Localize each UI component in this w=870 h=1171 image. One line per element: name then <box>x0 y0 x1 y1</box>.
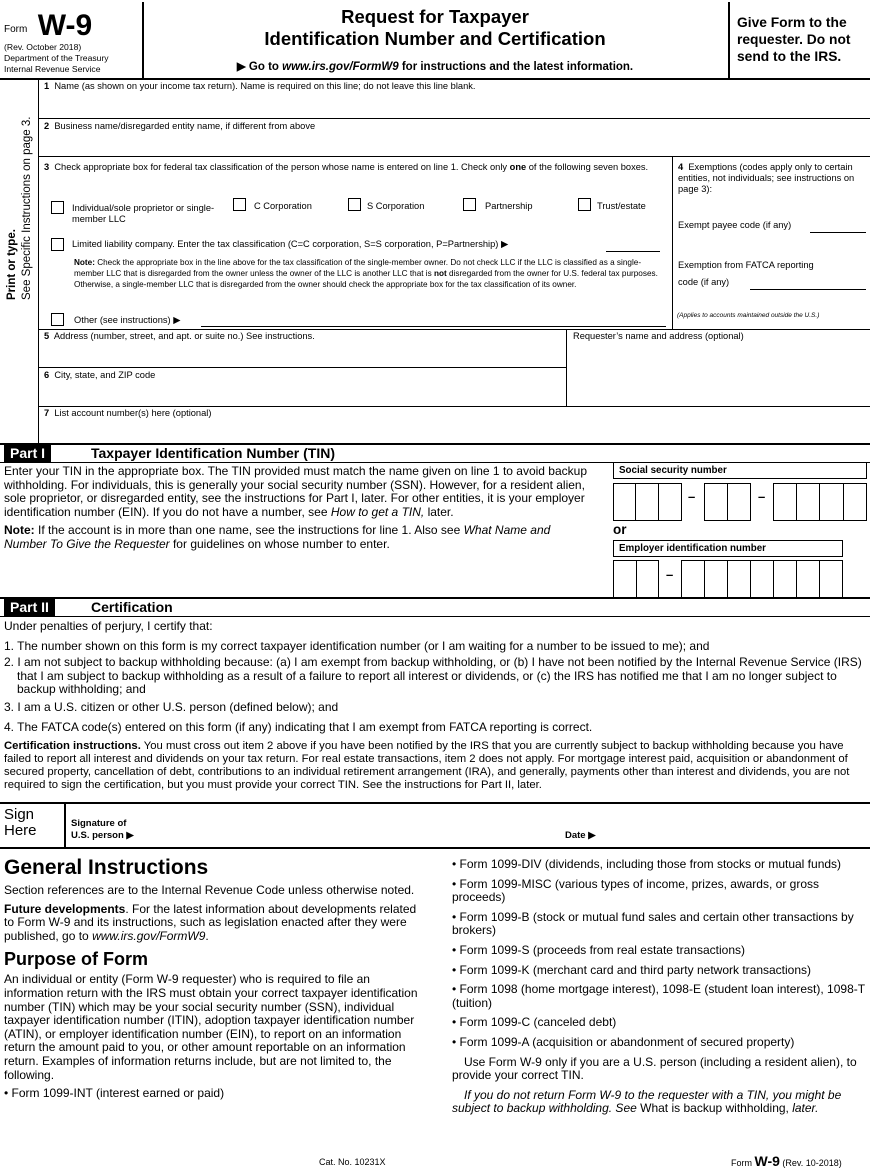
exempt-payee-input[interactable] <box>810 232 866 233</box>
line-2-label: 2 Business name/disregarded entity name, if different from above <box>44 121 316 131</box>
see-specific-instructions: See Specific Instructions on page 3. <box>21 116 33 300</box>
signature-input[interactable] <box>150 806 550 844</box>
backup-warning: If you do not return Form W-9 to the requester with a TIN, you might be subject to backup withholding. See What is backup withholding, later. <box>452 1087 842 1116</box>
part-2-label: Part II <box>4 599 55 616</box>
ssn-label: Social security number <box>619 465 727 476</box>
line-7-account-input[interactable] <box>40 420 866 442</box>
ein-dash: – <box>666 567 674 582</box>
requester-input[interactable] <box>570 343 866 405</box>
purpose-heading: Purpose of Form <box>4 949 149 970</box>
other-input[interactable] <box>201 326 666 327</box>
ssn-dash-2: – <box>758 489 766 504</box>
part-1-instructions: Enter your TIN in the appropriate box. The TIN provided must match the name given on line 1 to avoid backup withholding. For individuals, this is generally your social security number (SSN). However, for a resident alien, sole proprietor, or disregarded entity, see the instructions for Part I, later. For other entities, it is your employer identification number (EIN). If you do not have a number, see How to get a TIN, later. Note: If the account is in more than one name, see the instructions for line 1. Also see What Name and Number To Give the Requester for guidelines on whose number to enter. <box>4 464 587 551</box>
title-line-1: Request for Taxpayer <box>341 6 529 27</box>
line-1-label: 1 Name (as shown on your income tax return). Name is required on this line; do not leave this line blank. <box>44 81 476 91</box>
list-item: • Form 1099-K (merchant card and third party network transactions) <box>452 962 812 977</box>
line-6-city-input[interactable] <box>40 382 564 405</box>
line-5-label: 5 Address (number, street, and apt. or suite no.) See instructions. <box>44 331 315 341</box>
form-number: W-9 <box>37 9 93 42</box>
partnership-label: Partnership <box>485 201 533 211</box>
s-corporation-label: S Corporation <box>367 201 425 211</box>
section-references: Section references are to the Internal Revenue Code unless otherwise noted. <box>4 883 415 897</box>
line-7-label: 7 List account number(s) here (optional) <box>44 408 212 418</box>
list-item: • Form 1099-MISC (various types of income, prizes, awards, or gross proceeds) <box>452 876 819 905</box>
part-1-title: Taxpayer Identification Number (TIN) <box>91 445 335 461</box>
future-developments: Future developments. For the latest information about developments related to Form W-9 and its instructions, such as legislation enacted after they were published, go to www.irs.gov/FormW9. <box>4 901 417 943</box>
form-word: Form <box>4 24 28 35</box>
c-corporation-label: C Corporation <box>254 201 312 211</box>
footer-form-id: Form W-9 (Rev. 10-2018) <box>731 1153 842 1169</box>
date-input[interactable] <box>605 818 865 844</box>
ein-prefix-box[interactable] <box>613 560 659 598</box>
form-revision-block <box>4 42 109 75</box>
line-1-name-input[interactable] <box>40 93 866 118</box>
print-or-type: Print or type. <box>6 229 18 300</box>
ssn-serial-box[interactable] <box>773 483 867 521</box>
goto-instructions: ▶ Go to www.irs.gov/FormW9 for instructions and the latest information. <box>236 61 634 73</box>
list-item: • Form 1099-B (stock or mutual fund sales and certain other transactions by brokers) <box>452 909 854 938</box>
right-column <box>452 858 866 1116</box>
llc-note: Note: Check the appropriate box in the line above for the tax classification of the single-member owner. Do not check LLC if the LLC is classified as a single-member LLC that is disregarded from the owner unless the owner of the LLC is another LLC that is not disregarded from the owner for U.S. federal tax purposes. Otherwise, a single-member LLC that is disregarded from the owner should check the appropriate box for the tax classification of its owner. <box>74 258 658 289</box>
fatca-note: (Applies to accounts maintained outside the U.S.) <box>677 312 820 319</box>
requester-label: Requester’s name and address (optional) <box>573 331 744 341</box>
give-form-notice: Give Form to the requester. Do not send to the IRS. <box>737 15 851 64</box>
ssn-group-box[interactable] <box>704 483 751 521</box>
individual-label: Individual/sole proprietor or single-member LLC <box>72 203 215 224</box>
ssn-header <box>613 462 867 479</box>
part-1-label: Part I <box>4 445 51 462</box>
side-instructions <box>5 100 39 300</box>
ssn-area-box[interactable] <box>613 483 682 521</box>
exempt-payee-label: Exempt payee code (if any) <box>678 220 792 230</box>
individual-checkbox[interactable] <box>51 201 64 214</box>
s-corporation-checkbox[interactable] <box>348 198 361 211</box>
ein-suffix-box[interactable] <box>681 560 843 598</box>
line-3-label: 3 Check appropriate box for federal tax classification of the person whose name is entered on line 1. Check only one of the following seven boxes. <box>44 162 649 172</box>
general-instructions-heading: General Instructions <box>4 856 209 879</box>
agency: Internal Revenue Service <box>4 64 101 74</box>
department: Department of the Treasury <box>4 53 109 63</box>
line-4-label: 4 Exemptions (codes apply only to certain entities, not individuals; see instructions on page 3): <box>678 162 855 194</box>
revision-date: (Rev. October 2018) <box>4 42 82 52</box>
future-url-link[interactable]: www.irs.gov/FormW9 <box>92 928 206 943</box>
llc-checkbox[interactable] <box>51 238 64 251</box>
list-item: • Form 1099-C (canceled debt) <box>452 1015 617 1030</box>
bullet-1099-int: • Form 1099-INT (interest earned or paid) <box>4 1086 225 1101</box>
llc-classification-input[interactable] <box>606 251 660 252</box>
fatca-label: Exemption from FATCA reporting <box>678 260 814 270</box>
form-label <box>4 6 92 40</box>
partnership-checkbox[interactable] <box>463 198 476 211</box>
part-2-title: Certification <box>91 599 173 615</box>
list-item: • Form 1098 (home mortgage interest), 1098-E (student loan interest), 1098-T (tuition) <box>452 982 865 1010</box>
or-label: or <box>613 522 627 537</box>
fatca-code-label: code (if any) <box>678 277 730 287</box>
sign-here-label: Sign Here <box>4 806 37 839</box>
other-label: Other (see instructions) ▶ <box>74 315 181 325</box>
trust-estate-checkbox[interactable] <box>578 198 591 211</box>
list-item: • Form 1099-S (proceeds from real estate transactions) <box>452 942 745 957</box>
certification-text: Under penalties of perjury, I certify that: 1. The number shown on this form is my correct taxpayer identification number (or I am waiting for a number to be issued to me); and 2. I am not subject to backup withholding because: (a) I am exempt from backup withholding, or (b) I have not been notified by the Internal Revenue Service (IRS) that I am subject to backup withholding as a result of a failure to report all interest or dividends, or (c) the IRS has notified me that I am no longer subject to backup withholding; and 3. I am a U.S. citizen or other U.S. person (defined below); and 4. The FATCA code(s) entered on this form (if any) indicating that I am exempt from FATCA reporting is correct. Certification instructions. You must cross out item 2 above if you have been notified by the IRS that you are currently subject to backup withholding because you have failed to report all interest and dividends on your tax return. For real estate transactions, item 2 does not apply. For mortgage interest paid, acquisition or abandonment of secured property, cancellation of debt, contributions to an individual retirement arrangement (IRA), and generally, payments other than interest and dividends, you are not required to sign the certification, but you must provide your correct TIN. See the instructions for Part II, later. <box>4 619 862 792</box>
ein-header <box>613 540 843 557</box>
fatca-input[interactable] <box>750 289 866 290</box>
title-line-2: Identification Number and Certification <box>264 28 606 49</box>
signature-label: Signature of U.S. person ▶ <box>71 818 134 841</box>
ssn-dash-1: – <box>688 489 696 504</box>
line-2-business-name-input[interactable] <box>40 133 866 156</box>
form-title <box>144 6 726 73</box>
other-checkbox[interactable] <box>51 313 64 326</box>
catalog-number: Cat. No. 10231X <box>319 1157 386 1167</box>
list-item: • Form 1099-A (acquisition or abandonment of secured property) <box>452 1034 795 1049</box>
forms-list <box>452 858 866 1050</box>
line-5-address-input[interactable] <box>40 343 564 367</box>
left-column <box>4 855 422 1101</box>
irs-url-link[interactable]: www.irs.gov/FormW9 <box>282 61 399 73</box>
llc-label: Limited liability company. Enter the tax classification (C=C corporation, S=S corporation, P=Partnership) ▶ <box>72 239 509 249</box>
list-item: • Form 1099-DIV (dividends, including those from stocks or mutual funds) <box>452 857 842 871</box>
ein-label: Employer identification number <box>619 543 766 554</box>
c-corporation-checkbox[interactable] <box>233 198 246 211</box>
line-6-label: 6 City, state, and ZIP code <box>44 370 156 380</box>
use-form-text: Use Form W-9 only if you are a U.S. person (including a resident alien), to provide your correct TIN. <box>452 1054 857 1083</box>
purpose-text: An individual or entity (Form W-9 requester) who is required to file an information return with the IRS must obtain your correct taxpayer identification number (TIN) which may be your social security number (SSN), individual taxpayer identification number (ITIN), adoption taxpayer identification number (ATIN), or employer identification number (EIN), to report on an information return the amount paid to you, or other amount reportable on an information return. Examples of information returns include, but are not limited to, the following. <box>4 972 418 1082</box>
trust-estate-label: Trust/estate <box>597 201 646 211</box>
date-label: Date ▶ <box>565 830 596 841</box>
